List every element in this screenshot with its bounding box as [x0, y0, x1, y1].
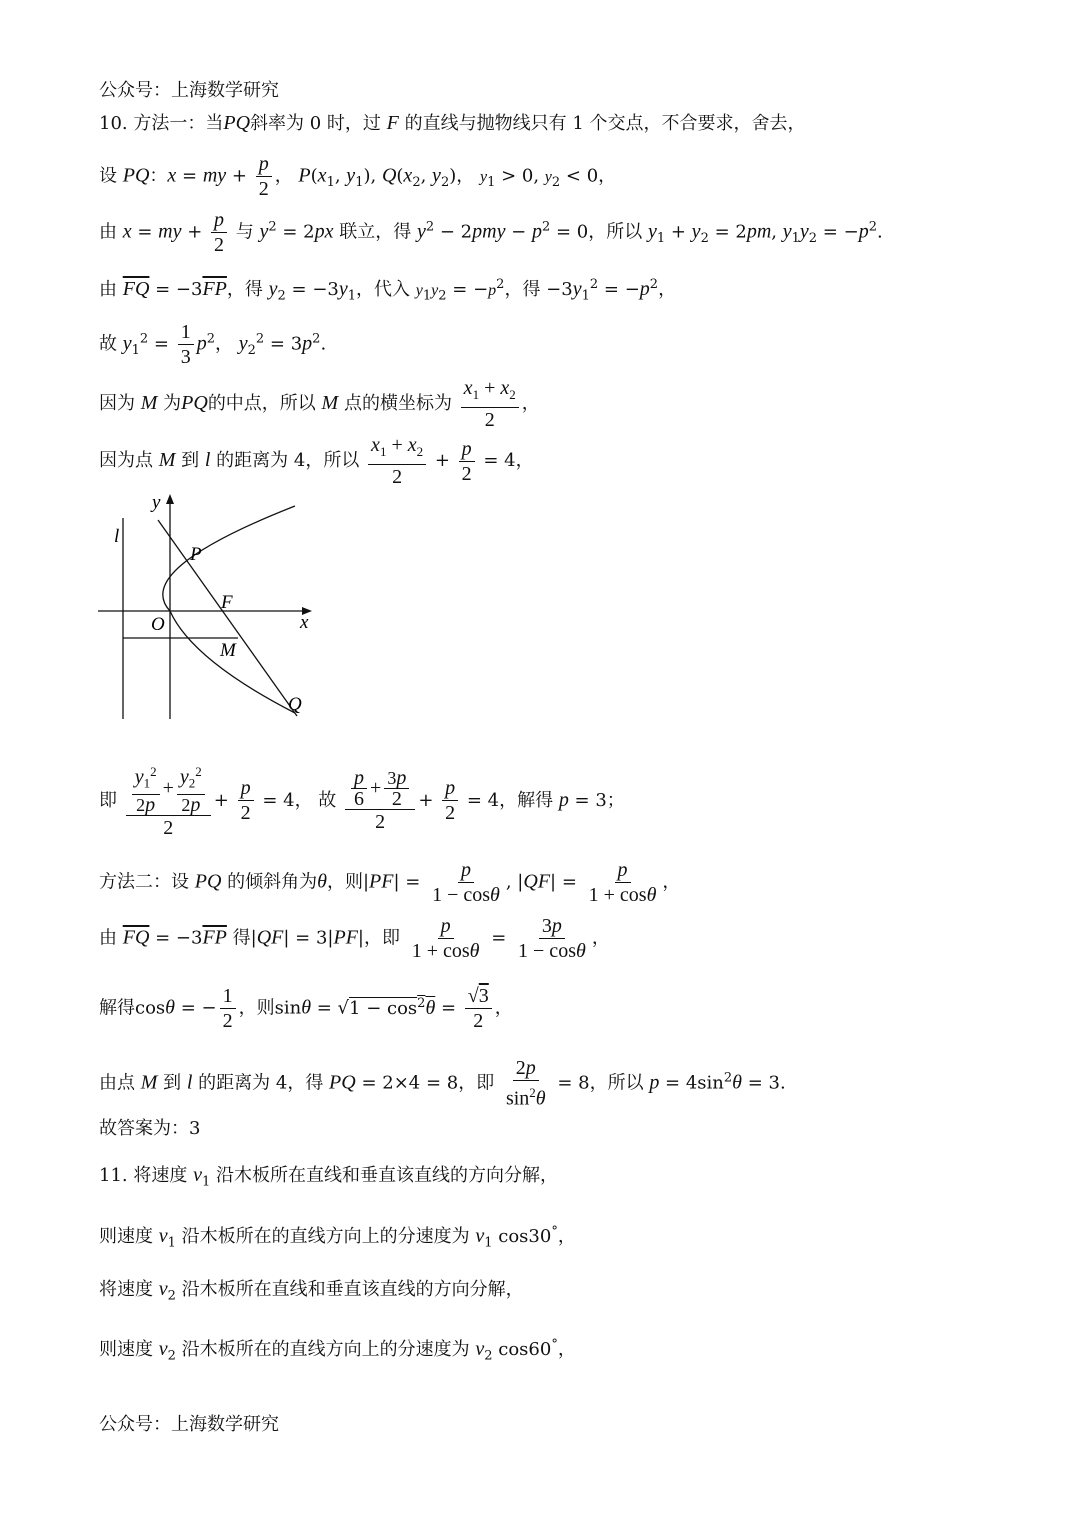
parabola-figure	[92, 490, 332, 730]
label-y: y	[152, 492, 161, 513]
label-q: Q	[288, 694, 302, 715]
y-axis-arrow-icon	[166, 494, 174, 504]
label-o: O	[151, 614, 165, 635]
line-17: 则速度 $v_2$ 沿木板所在的直线方向上的分速度为 $v_2$ cos60°，	[99, 1337, 576, 1364]
line-4: 由 $\overline{FQ} = -3\overline{FP}$，得 $y_2 = -3y_1$，代入 $y_1y_2 = -p^2$，得 $-3y_1^2 = -p^2$，	[99, 277, 677, 304]
line-13: 故答案为：3	[99, 1118, 201, 1139]
line-1: 10. 方法一：当PQ斜率为 0 时，过 F 的直线与抛物线只有 1 个交点，不合要求，舍去，	[99, 112, 806, 134]
line-12: 由点 M 到 l 的距离为 4，得 PQ = 2×4 = 8，即 $\frac{2p}{\sin^2\theta}$ = 8，所以 $p = 4\sin^2\theta = 3$.	[99, 1057, 786, 1110]
line-2: 设 PQ：x = my + $\frac{p}{2}$ ， $P(x_1$, $y_1$), $Q(x_2$, $y_2$)， $y_1 > 0$, $y_2 < 0$，	[99, 153, 617, 200]
label-m: M	[220, 640, 236, 661]
line-7: 因为点 M 到 l 的距离为 4，所以 $\frac{x_1 + x_2}{2}$ + $\frac{p}{2}$ = 4，	[99, 434, 534, 488]
line-14: 11. 将速度 $v_1$ 沿木板所在直线和垂直该直线的方向分解，	[99, 1164, 558, 1190]
line-9: 方法二：设 PQ 的倾斜角为θ，则|PF| = $\frac{p}{1 - \cos\theta}$ , |QF| = $\frac{p}{1 + \cos\theta}$ ，	[99, 859, 681, 906]
label-l: l	[114, 526, 120, 547]
line-pq	[158, 520, 297, 716]
footer-text: 公众号：上海数学研究	[99, 1414, 279, 1435]
label-x: x	[300, 612, 309, 633]
line-8: 即 $\frac{y_1^2}{2p}$ + $\frac{y_2^2}{2p}$ 2 + $\frac{p}{2}$ = 4， 故 $\frac{p}{6}$ + $\frac{3p}{2}$ 2 + $\frac{p}{2}$ = 4，解得 p = 3；	[99, 764, 625, 839]
label-p: P	[190, 544, 202, 565]
line-10: 由 $\overline{FQ} = -3\overline{FP}$ 得|QF| = 3|PF|，即 $\frac{p}{1 + \cos\theta}$ = $\frac{3p}{1 - \cos\theta}$ ，	[99, 915, 610, 962]
line-16: 将速度 $v_2$ 沿木板所在直线和垂直该直线的方向分解，	[99, 1278, 524, 1304]
header-text: 公众号：上海数学研究	[99, 80, 279, 101]
line-5: 故 $y_1^2$ = $\frac{1}{3}$ $p^2$， $y_2^2 = 3p^2$.	[99, 321, 327, 368]
line-15: 则速度 $v_1$ 沿木板所在的直线方向上的分速度为 $v_1$ cos30°，	[99, 1224, 576, 1251]
label-f: F	[221, 592, 233, 613]
line-11: 解得cosθ = − $\frac{1}{2}$ ，则$\sin\theta = √1 - \cos^2\theta$ = $\frac{√3}{2}$ ，	[99, 985, 513, 1032]
line-3: 由 x = my + $\frac{p}{2}$ 与 $y^2 = 2px$ 联立，得 $y^2 - 2pmy - p^2 = 0$，所以 $y_1 + y_2 = 2pm$, $y_1y_2 = -p^2$.	[99, 209, 883, 256]
line-6: 因为 M 为PQ的中点，所以 M 点的横坐标为 $\frac{x_1 + x_2}{2}$ ，	[99, 377, 540, 431]
